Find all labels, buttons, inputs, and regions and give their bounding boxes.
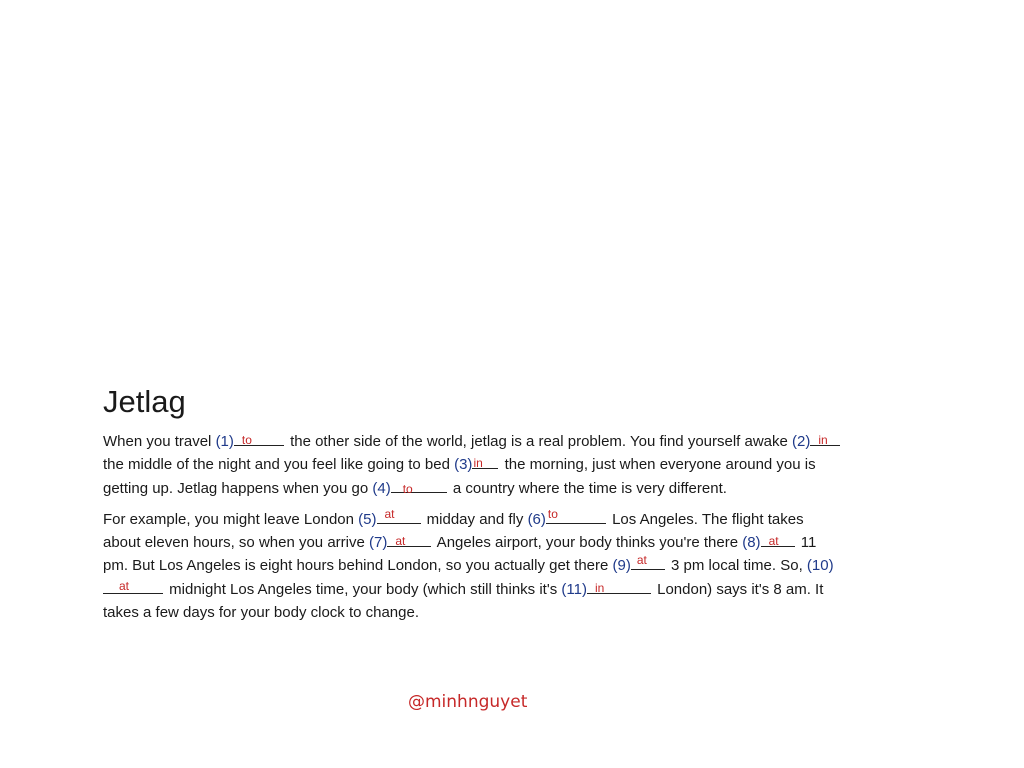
text: the other side of the world, jetlag is a real problem. You find yourself awake (285, 433, 793, 450)
answer-4: to (402, 481, 413, 496)
answer-3: in (473, 456, 483, 471)
text: 11 pm. But Los Angeles is eight hours behind London, so you actually get there (103, 534, 817, 575)
text: When you travel (103, 433, 216, 450)
answer-10: at (119, 578, 130, 593)
text: midnight Los Angeles time, your body (which still thinks it's (165, 580, 562, 598)
blank-number: (6) (527, 510, 546, 528)
answer-1: to (241, 433, 252, 447)
text: For example, you might leave London (103, 510, 359, 528)
blank-number: (3) (454, 456, 473, 474)
answer-2: in (818, 433, 828, 447)
answer-blank-8[interactable] (761, 531, 795, 547)
answer-blank-6[interactable] (546, 508, 606, 524)
blank-number: (10) (806, 557, 834, 575)
text: a country where the time is very different. (448, 479, 727, 497)
blank-number: (11) (561, 580, 587, 598)
text: 3 pm local time. So, (666, 557, 807, 575)
answer-11: in (594, 580, 605, 595)
text: Los Angeles. The flight takes about eleven hours, so when you arrive (103, 510, 804, 552)
answer-blank-3[interactable] (472, 453, 498, 469)
paragraph-1 (103, 430, 843, 500)
text: London) says it's 8 am. It takes a few days for your body clock to change. (103, 580, 824, 622)
worksheet (103, 383, 843, 632)
answer-8: at (768, 534, 779, 549)
blank-number: (8) (742, 534, 761, 552)
answer-5: at (384, 506, 395, 521)
text: the middle of the night and you feel like going to bed (103, 456, 455, 474)
blank-number: (7) (369, 534, 388, 552)
blank-number: (9) (612, 557, 631, 575)
blank-number: (2) (792, 433, 811, 450)
worksheet-title: Jetlag (103, 384, 186, 419)
answer-6: to (547, 506, 558, 521)
blank-number: (5) (358, 510, 377, 528)
answer-blank-11[interactable] (587, 578, 651, 594)
answer-blank-4[interactable] (391, 477, 447, 496)
answer-blank-9[interactable] (631, 554, 665, 570)
blank-number: (1) (215, 433, 234, 450)
answer-7: at (395, 534, 406, 549)
paragraph-2 (103, 508, 843, 624)
text: Angeles airport, your body thinks you're there (433, 534, 743, 552)
answer-9: at (636, 553, 647, 568)
answer-blank-2[interactable] (810, 430, 840, 446)
text: midday and fly (422, 510, 528, 528)
answer-blank-5[interactable] (377, 508, 421, 524)
author-credit: @minhnguyet (408, 692, 528, 712)
answer-blank-7[interactable] (387, 531, 431, 547)
text: the morning, just when everyone around you is getting up. Jetlag happens when you go (103, 456, 816, 497)
blank-number: (4) (372, 479, 391, 497)
answer-blank-1[interactable] (234, 430, 284, 446)
answer-blank-10[interactable] (103, 578, 163, 594)
